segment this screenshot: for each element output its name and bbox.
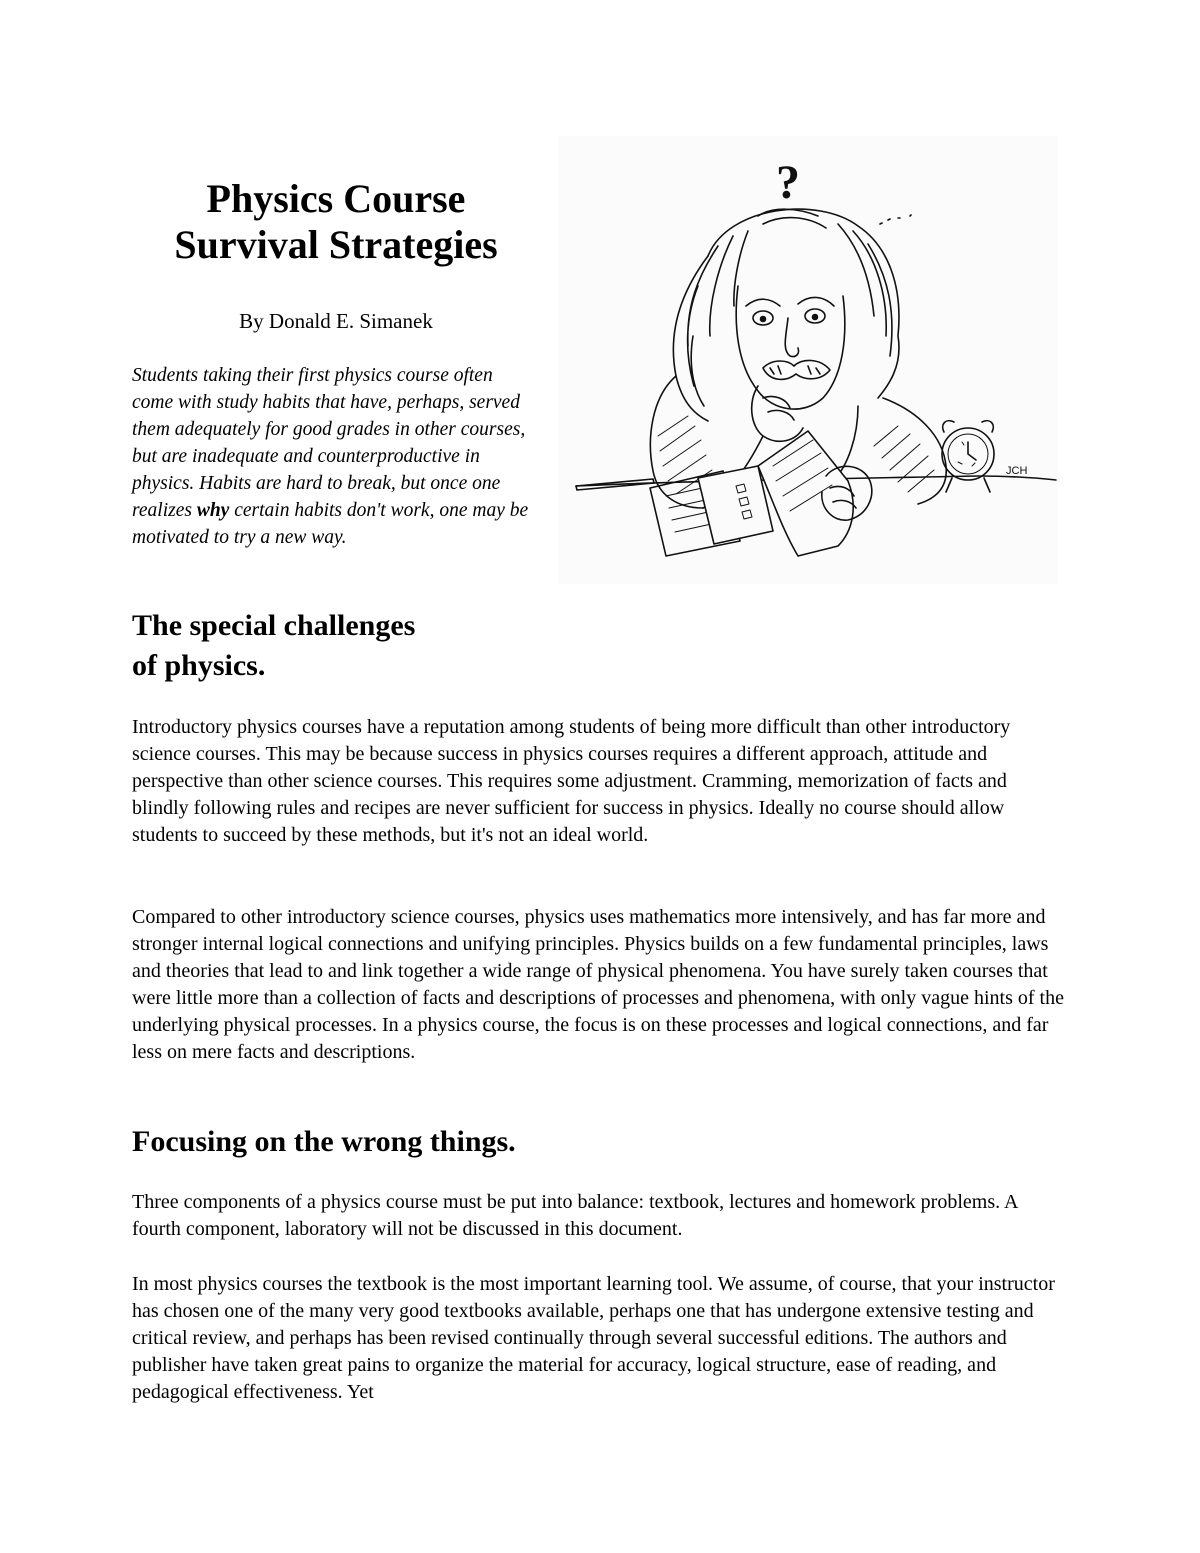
artist-signature: JCH (1006, 465, 1028, 477)
intro-emphasis: why (196, 500, 230, 521)
paragraph-challenges-2: Compared to other introductory science courses, physics uses mathematics more intensively, and has far more and stronger internal logical connections and unifying principles. Physics builds on a few fundamental principles, laws and theories that lead to and link together a wide range of physical phenomena. You have surely taken courses that were little more than a collection of facts and descriptions of processes and phenomena, with only vague hints of the underlying physical processes. In a physics course, the focus is on these processes and logical connections, and far less on mere facts and descriptions. (132, 906, 1064, 1063)
title-line-2: Survival Strategies (174, 222, 498, 267)
paragraph-challenges-1: Introductory physics courses have a reputation among students of being more difficult than other introductory science courses. This may be because success in physics courses requires a different approach, attitude and perspective than other science courses. This requires some adjustment. Cramming, memorization of facts and blindly following rules and recipes are never sufficient for success in physics. Ideally no course should allow students to succeed by these methods, but it's not an ideal world. (132, 716, 1011, 846)
intro-abstract (132, 362, 532, 551)
title-line-1: Physics Course (206, 176, 466, 221)
heading-line-1: The special challenges (132, 609, 416, 642)
intro-text-before: Students taking their first physics course often come with study habits that have, perhaps, served them adequately for good grades in other courses, but are inadequate and counterproductive in physics. Habits are hard to break, but once one realizes (132, 365, 526, 521)
document-title (130, 176, 542, 268)
section-heading-focusing: Focusing on the wrong things. (132, 1125, 516, 1158)
paragraph-focusing-1: Three components of a physics course must be put into balance: textbook, lectures and homework problems. A fourth component, laboratory will not be discussed in this document. (132, 1191, 1018, 1240)
section-heading-challenges (132, 606, 492, 686)
paragraph-focusing-2: In most physics courses the textbook is the most important learning tool. We assume, of course, that your instructor has chosen one of the many very good textbooks available, perhaps one that has undergone extensive testing and critical review, and perhaps has been revised continually through several successful editions. The authors and publisher have taken great pains to organize the material for accuracy, logical structure, ease of reading, and pedagogical effectiveness. Yet (132, 1273, 1055, 1403)
puzzled-professor-illustration (558, 136, 1058, 584)
author-byline: By Donald E. Simanek (239, 309, 433, 333)
heading-line-2: of physics. (132, 649, 266, 682)
intro-text-after: certain habits don't work, one may be motivated to try a new way. (132, 500, 529, 548)
question-mark: ? (776, 156, 800, 209)
